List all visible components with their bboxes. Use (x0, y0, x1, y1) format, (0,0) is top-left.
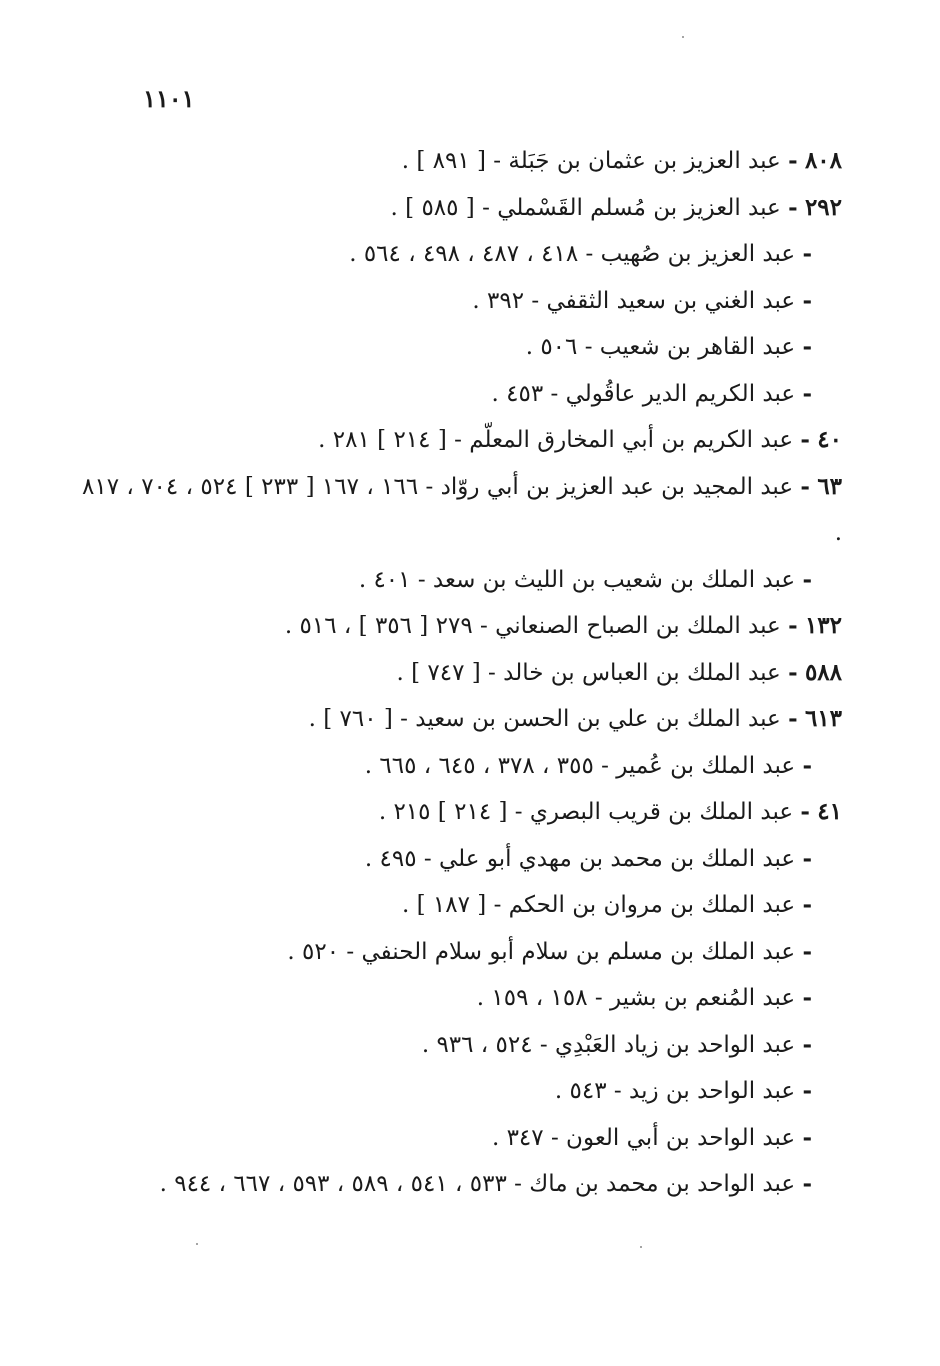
entry-name: عبد الملك بن شعيب بن الليث بن سعد (432, 566, 796, 593)
entry-name: عبد العزيز بن صُهيب (600, 241, 796, 267)
entry-refs: ٣٥٥ ، ٣٧٨ ، ٦٤٥ ، ٦٦٥ . (364, 752, 594, 779)
index-entry: ٢٩٢ - عبد العزيز بن مُسلم القَسْملي - [ ٥٨٥ ] . (390, 193, 842, 221)
entry-dash: - (802, 565, 812, 593)
entry-name: عبد الملك بن العباس بن خالد (503, 659, 781, 686)
entry-refs: ٥٢٤ ، ٩٣٦ . (421, 1031, 533, 1058)
entry-dash: - (800, 472, 810, 500)
index-entry: ٤٠ - عبد الكريم بن أبي المخارق المعلّم - [ ٢١٤ ] ٢٨١ . (318, 426, 842, 453)
index-entry: ٥٨٨ - عبد الملك بن العباس بن خالد - [ ٧٤٧ ] . (396, 658, 842, 686)
entry-dash: - (802, 984, 812, 1011)
index-entry: - عبد الواحد بن محمد بن ماك - ٥٣٣ ، ٥٤١ ، ٥٨٩ ، ٥٩٣ ، ٦٦٧ ، ٩٤٤ . (159, 1170, 812, 1197)
entry-refs: ١٦٦ ، ١٦٧ [ ٢٣٣ ] ٥٢٤ ، ٧٠٤ ، ٨١٧ . (82, 473, 842, 546)
entry-name: عبد الملك بن مروان بن الحكم (508, 892, 796, 918)
entry-name: عبد الملك بن عُمير (616, 752, 796, 779)
entry-dash: - (788, 658, 798, 686)
index-entry: - عبد الغني بن سعيد الثقفي - ٣٩٢ . (472, 286, 812, 314)
entry-name: عبد الواحد بن محمد بن ماك (529, 1171, 796, 1197)
entry-refs: [ ٧٤٧ ] . (396, 659, 481, 686)
entry-name: عبد القاهر بن شعيب (599, 334, 796, 360)
entry-refs: [ ٢١٤ ] ٢١٥ . (378, 799, 508, 825)
entry-dash: - (802, 240, 812, 267)
page-number: ١١٠١ (143, 84, 195, 113)
entry-dash: - (802, 1123, 812, 1151)
entry-refs: [ ٥٨٥ ] . (390, 194, 475, 221)
index-entry: - عبد الواحد بن أبي العون - ٣٤٧ . (491, 1123, 812, 1151)
entry-name: عبد الملك بن قريب البصري (529, 799, 794, 825)
entry-number: ٢٩٢ (804, 193, 842, 221)
index-entry: - عبد الملك بن مسلم بن سلام أبو سلام الحنفي - ٥٢٠ . (287, 937, 812, 965)
entry-refs: ١٥٨ ، ١٥٩ . (476, 985, 588, 1011)
scan-speck (640, 1246, 642, 1248)
entry-name: عبد العزيز بن عثمان بن جَبَلة (508, 148, 781, 174)
entry-name: عبد الغني بن سعيد الثقفي (546, 287, 796, 314)
entry-dash: - (802, 1170, 812, 1197)
entry-refs: ٤٥٣ . (491, 380, 544, 407)
entry-name: عبد الواحد بن أبي العون (566, 1124, 796, 1151)
entry-number: ٤١ (817, 798, 842, 825)
entry-dash: - (802, 1077, 812, 1104)
entry-dash: - (802, 333, 812, 360)
scan-speck (682, 36, 684, 38)
entry-dash: - (800, 426, 810, 453)
index-list (82, 138, 842, 1208)
scan-speck (196, 1243, 198, 1245)
entry-name: عبد الواحد بن زياد العَبْدِي (555, 1031, 796, 1058)
entry-refs: ٢٧٩ [ ٣٥٦ ] ، ٥١٦ . (284, 613, 473, 639)
entry-number: ١٣٢ (804, 612, 842, 639)
entry-dash: - (802, 286, 812, 314)
entry-refs: ٤٩٥ . (364, 845, 417, 872)
entry-dash: - (800, 798, 810, 825)
entry-dash: - (788, 147, 798, 174)
entry-refs: [ ٧٦٠ ] . (308, 706, 393, 732)
entry-name: عبد الملك بن علي بن الحسن بن سعيد (415, 706, 781, 732)
entry-dash: - (788, 612, 798, 639)
entry-dash: - (802, 937, 812, 965)
entry-refs: [ ٨٩١ ] . (401, 148, 486, 174)
entry-dash: - (802, 891, 812, 918)
index-entry: ٦١٣ - عبد الملك بن علي بن الحسن بن سعيد - [ ٧٦٠ ] . (308, 705, 842, 732)
index-entry: ٤١ - عبد الملك بن قريب البصري - [ ٢١٤ ] ٢١٥ . (378, 798, 842, 825)
entry-name: عبد الكريم بن أبي المخارق المعلّم (469, 427, 794, 453)
entry-name: عبد الملك بن محمد بن مهدي أبو علي (439, 845, 796, 872)
entry-refs: ٥٢٠ . (287, 938, 340, 965)
index-entry: - عبد الواحد بن زيد - ٥٤٣ . (554, 1077, 812, 1104)
entry-refs: ٤١٨ ، ٤٨٧ ، ٤٩٨ ، ٥٦٤ . (349, 241, 579, 267)
index-entry: - عبد العزيز بن صُهيب - ٤١٨ ، ٤٨٧ ، ٤٩٨ ، ٥٦٤ . (349, 240, 812, 267)
entry-dash: - (788, 705, 798, 732)
index-entry: - عبد الكريم الدير عاقُولي - ٤٥٣ . (491, 379, 812, 407)
index-entry: - عبد الملك بن مروان بن الحكم - [ ١٨٧ ] . (402, 891, 812, 918)
entry-dash: - (788, 193, 798, 221)
index-entry: - عبد الواحد بن زياد العَبْدِي - ٥٢٤ ، ٩٣٦ . (421, 1030, 812, 1058)
entry-name: عبد الملك بن الصباح الصنعاني (495, 613, 781, 639)
entry-name: عبد المُنعم بن بشير (609, 985, 796, 1011)
entry-number: ٥٨٨ (804, 658, 842, 686)
entry-name: عبد الكريم الدير عاقُولي (565, 380, 796, 407)
index-entry: - عبد القاهر بن شعيب - ٥٠٦ . (525, 333, 812, 360)
entry-refs: ٥٤٣ . (554, 1078, 607, 1104)
entry-name: عبد المجيد بن عبد العزيز بن أبي روّاد (440, 473, 794, 500)
entry-refs: [ ٢١٤ ] ٢٨١ . (318, 427, 447, 453)
index-entry: ٦٣ - عبد المجيد بن عبد العزيز بن أبي روّاد - ١٦٦ ، ١٦٧ [ ٢٣٣ ] ٥٢٤ ، ٧٠٤ ، ٨١٧ . (82, 472, 843, 546)
entry-refs: ٥٣٣ ، ٥٤١ ، ٥٨٩ ، ٥٩٣ ، ٦٦٧ ، ٩٤٤ . (159, 1171, 507, 1197)
entry-number: ٨٠٨ (804, 147, 842, 174)
index-entry: - عبد الملك بن عُمير - ٣٥٥ ، ٣٧٨ ، ٦٤٥ ، ٦٦٥ . (364, 751, 812, 779)
index-entry: - عبد المُنعم بن بشير - ١٥٨ ، ١٥٩ . (476, 984, 812, 1011)
entry-number: ٤٠ (817, 426, 842, 453)
entry-refs: ٤٠١ . (358, 566, 411, 593)
entry-dash: - (802, 751, 812, 779)
entry-number: ٦٣ (817, 472, 843, 500)
entry-dash: - (802, 1030, 812, 1058)
index-entry: - عبد الملك بن شعيب بن الليث بن سعد - ٤٠١ . (358, 565, 812, 593)
entry-name: عبد الواحد بن زيد (629, 1078, 796, 1104)
entry-name: عبد الملك بن مسلم بن سلام أبو سلام الحنفي (361, 938, 796, 965)
entry-refs: ٣٩٢ . (472, 287, 525, 314)
entry-dash: - (802, 844, 812, 872)
entry-dash: - (802, 379, 812, 407)
entry-refs: ٣٤٧ . (491, 1124, 544, 1151)
entry-number: ٦١٣ (804, 705, 842, 732)
entry-refs: [ ١٨٧ ] . (402, 892, 487, 918)
entry-refs: ٥٠٦ . (525, 334, 578, 360)
entry-name: عبد العزيز بن مُسلم القَسْملي (497, 194, 781, 221)
index-entry: ٨٠٨ - عبد العزيز بن عثمان بن جَبَلة - [ ٨٩١ ] . (401, 147, 842, 174)
index-entry: - عبد الملك بن محمد بن مهدي أبو علي - ٤٩٥ . (364, 844, 812, 872)
index-entry: ١٣٢ - عبد الملك بن الصباح الصنعاني - ٢٧٩ [ ٣٥٦ ] ، ٥١٦ . (284, 612, 842, 639)
